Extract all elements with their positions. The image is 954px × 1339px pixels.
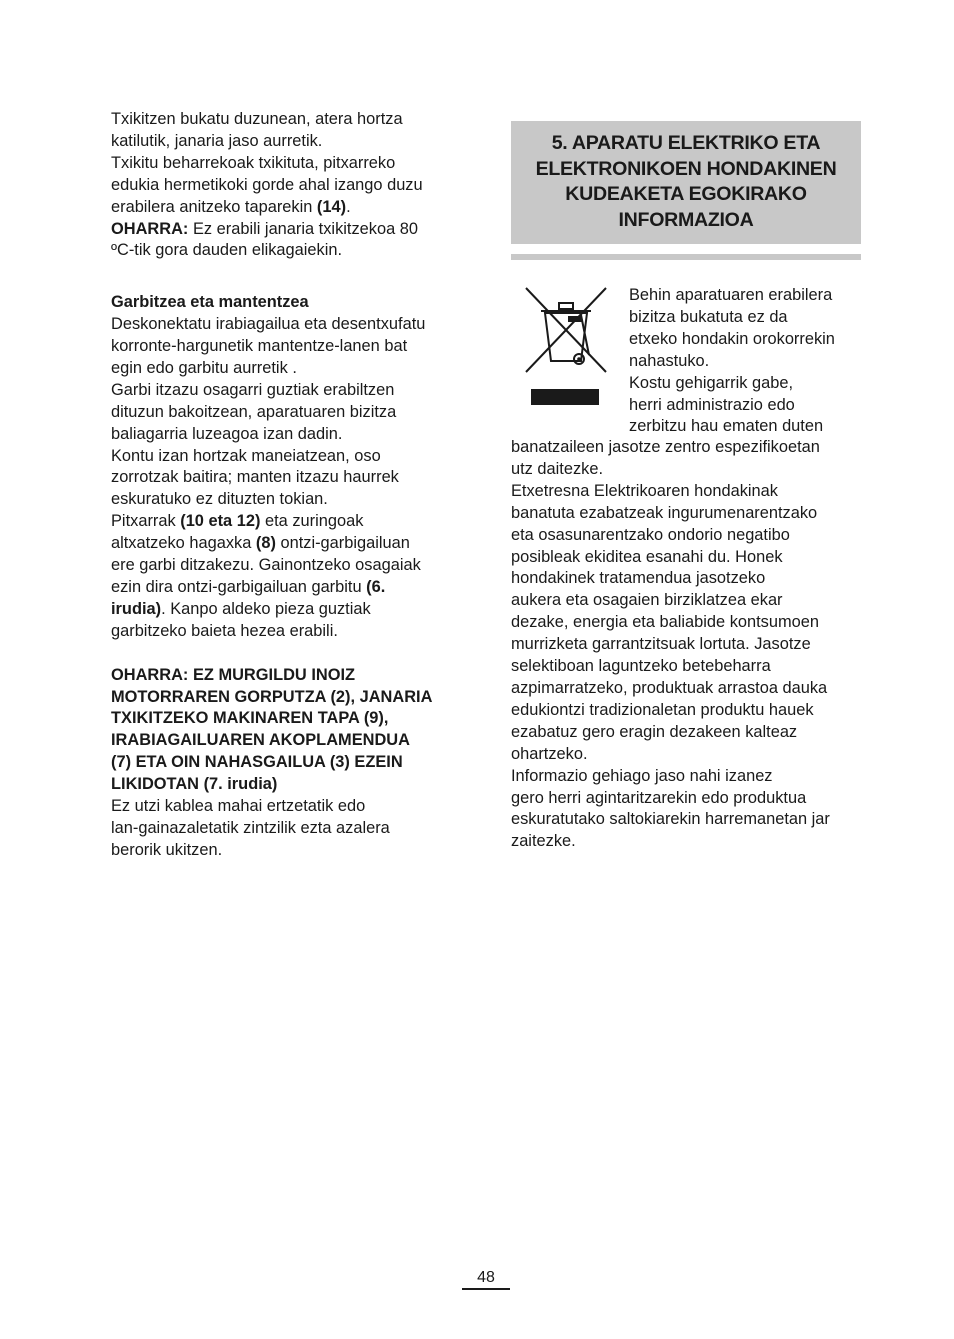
text-run: ontzi-garbigailuan xyxy=(275,534,410,553)
paragraph-cleaning xyxy=(111,314,466,511)
text-line: Deskonektatu irabiagailua eta desentxufatu xyxy=(111,315,426,334)
text-line: eta osasunarentzako ondorio negatibo xyxy=(511,525,790,544)
text-run: Pitxarrak xyxy=(111,512,181,531)
weee-intro xyxy=(629,285,864,438)
text-line xyxy=(111,533,466,555)
warning-line: TXIKITZEKO MAKINAREN TAPA (9), xyxy=(111,709,389,728)
text-run: eta zuringoak xyxy=(260,512,364,531)
text-line: aukera eta osagaien birziklatzea ekar xyxy=(511,591,783,610)
text-line xyxy=(111,599,466,621)
crossed-out-wheelie-bin-icon xyxy=(523,285,609,409)
text-line: posibleak ekiditea esanahi du. Honek xyxy=(511,547,783,566)
text-line xyxy=(111,577,466,599)
text-line: Garbi itzazu osagarri guztiak erabiltzen xyxy=(111,380,395,399)
text-line: Behin aparatuaren erabilera xyxy=(629,286,833,304)
header-line: ELEKTRONIKOEN HONDAKINEN xyxy=(535,157,837,180)
text-line: ºC-tik gora dauden elikagaiekin. xyxy=(111,241,343,260)
text-run: . Kanpo aldeko pieza guztiak xyxy=(161,599,371,618)
text-line: eskuratuko ez dituzten tokian. xyxy=(111,490,328,509)
section-heading: Garbitzea eta mantentzea xyxy=(111,293,309,312)
left-column xyxy=(111,109,466,862)
header-line: KUDEAKETA EGOKIRAKO xyxy=(565,183,807,205)
text-line: dezake, energia eta baliabide kontsumoen xyxy=(511,613,819,632)
text-line: zorrotzak baitira; manten itzazu haurrek xyxy=(111,468,399,487)
text-line: azpimarratzeko, produktuak arrastoa dauka xyxy=(511,678,828,697)
text-line xyxy=(111,219,466,241)
warning-line: LIKIDOTAN (7. irudia) xyxy=(111,775,278,794)
text-line: hondakinek tratamendua jasotzeko xyxy=(511,569,766,588)
text-line: murrizketa garrantzitsuak lortuta. Jasotze xyxy=(511,635,811,654)
text-line: selektiboan laguntzeko betebeharra xyxy=(511,657,771,676)
note-label: OHARRA: xyxy=(111,219,189,238)
part-reference: (10 eta 12) xyxy=(180,512,261,531)
page-number-underline xyxy=(462,1288,510,1290)
paragraph-cable xyxy=(111,796,466,862)
text-line: Txikitzen bukatu duzunean, atera hortza xyxy=(111,110,403,128)
text-line: dituzun bakoitzean, aparatuaren bizitza xyxy=(111,402,397,421)
text-line: ohartzeko. xyxy=(511,744,588,763)
text-line: Txikitu beharrekoak txikituta, pitxarreko xyxy=(111,153,396,172)
text-line: katilutik, janaria jaso aurretik. xyxy=(111,131,323,150)
text-line: edukiontzi tradizionaletan produktu hauek xyxy=(511,700,814,719)
text-line: baliagarria luzeagoa izan dadin. xyxy=(111,424,343,443)
text-line: etxeko hondakin orokorrekin xyxy=(629,329,835,348)
warning-line: IRABIAGAILUAREN AKOPLAMENDUA xyxy=(111,731,410,750)
warning-line: MOTORRAREN GORPUTZA (2), JANARIA xyxy=(111,687,433,706)
text-line: zaitezke. xyxy=(511,832,576,851)
weee-body xyxy=(511,437,861,853)
text-line: banatuta ezabatzeak ingurumenarentzako xyxy=(511,503,818,522)
text-line: bizitza bukatuta ez da xyxy=(629,307,788,326)
paragraph-dishwasher xyxy=(111,511,466,642)
text-line: egin edo garbitu aurretik . xyxy=(111,358,297,377)
text-line: utz daitezke. xyxy=(511,459,604,478)
text-run: Ez erabili janaria txikitzekoa 80 xyxy=(188,219,418,238)
warning-block xyxy=(111,665,466,796)
text-line: herri administrazio edo xyxy=(629,395,795,414)
warning-line: OHARRA: EZ MURGILDU INOIZ xyxy=(111,665,356,684)
text-line: lan-gainazaletatik zintzilik ezta azalera xyxy=(111,818,390,837)
section-header xyxy=(511,121,861,244)
text-line: berorik ukitzen. xyxy=(111,840,223,859)
text-line: nahastuko. xyxy=(629,351,710,370)
warning-line: (7) ETA OIN NAHASGAILUA (3) EZEIN xyxy=(111,753,403,772)
page-number: 48 xyxy=(477,1269,495,1286)
figure-reference: irudia) xyxy=(111,599,162,618)
part-reference: (14) xyxy=(316,197,347,216)
text-line: eskuratutako saltokiarekin harremanetan jar xyxy=(511,810,830,829)
text-line: edukia hermetikoki gorde ahal izango duzu xyxy=(111,175,423,194)
text-line: gero herri agintaritzarekin edo produktua xyxy=(511,788,807,807)
header-line: INFORMAZIOA xyxy=(618,208,754,231)
text-line: garbitzeko baieta hezea erabili. xyxy=(111,621,338,640)
text-line: Ez utzi kablea mahai ertzetatik edo xyxy=(111,797,366,816)
text-run: . xyxy=(346,197,351,216)
text-line: ezabatuz gero eragin dezakeen kalteaz xyxy=(511,722,798,741)
part-reference: (8) xyxy=(255,534,276,553)
paragraph-usage xyxy=(111,109,466,262)
text-run: erabilera anitzeko taparekin xyxy=(111,197,317,216)
text-line: Etxetresna Elektrikoaren hondakinak xyxy=(511,481,778,500)
text-line: banatzaileen jasotze zentro espezifikoetan xyxy=(511,438,820,456)
text-line: Kontu izan hortzak maneiatzean, oso xyxy=(111,446,381,465)
text-line xyxy=(111,197,466,219)
text-line: korronte-hargunetik mantentze-lanen bat xyxy=(111,337,408,356)
header-divider xyxy=(511,254,861,260)
text-line: ere garbi ditzakezu. Gainontzeko osagaiak xyxy=(111,556,421,575)
text-run: altxatzeko hagaxka xyxy=(111,534,256,553)
text-line: Informazio gehiago jaso nahi izanez xyxy=(511,766,773,785)
text-line xyxy=(111,511,466,533)
header-line: 5. APARATU ELEKTRIKO ETA xyxy=(551,132,821,154)
text-line: Kostu gehigarrik gabe, xyxy=(629,373,794,392)
text-run: ezin dira ontzi-garbigailuan garbitu xyxy=(111,578,367,597)
figure-reference: (6. xyxy=(366,578,386,597)
text-line: zerbitzu hau ematen duten xyxy=(629,417,824,436)
